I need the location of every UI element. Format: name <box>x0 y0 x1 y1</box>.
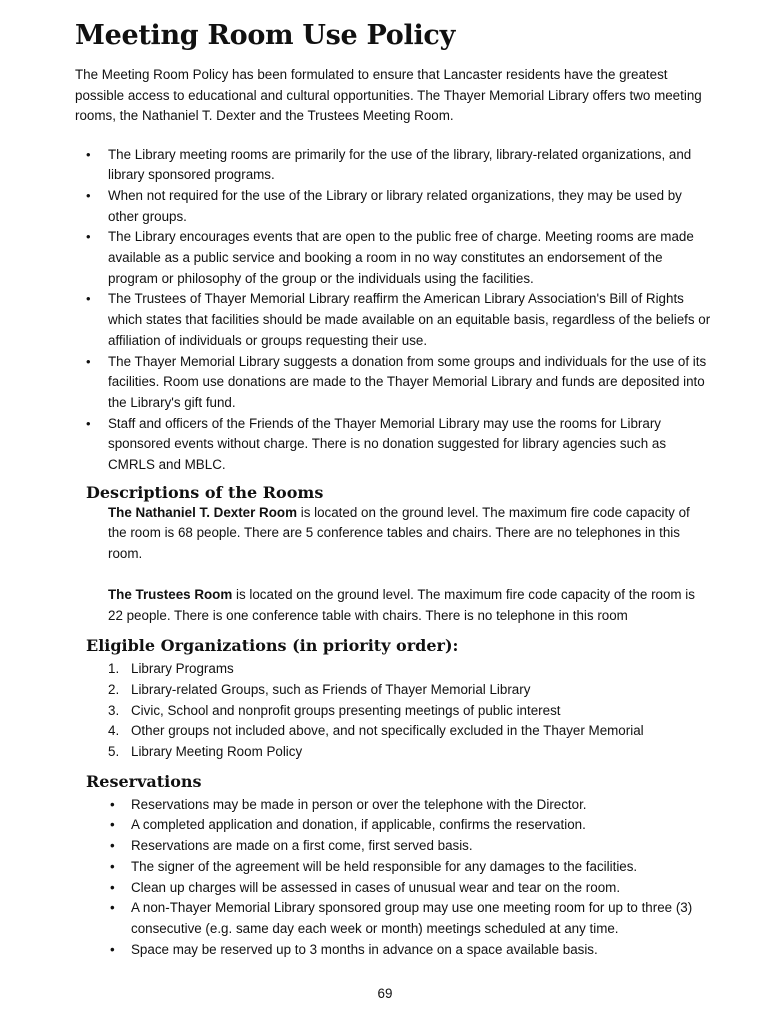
item-text: Other groups not included above, and not specifically excluded in the Thayer Memorial <box>131 723 644 739</box>
reservation-item: • A non-Thayer Memorial Library sponsored group may use one meeting room for up to three (3) consecutive (e.g. same day each week or month) meetings scheduled at any time. <box>75 898 712 939</box>
policy-item: • Staff and officers of the Friends of the Thayer Memorial Library may use the rooms for Library sponsored events without charge. There is no donation suggested for library agencies such as CMRLS and MBLC. <box>75 414 712 476</box>
policy-item: • When not required for the use of the Library or library related organizations, they may be used by other groups. <box>75 186 712 227</box>
item-number: 2. <box>108 681 120 697</box>
policy-item: • The Library meeting rooms are primarily for the use of the library, library-related organizations, and library sponsored programs. <box>75 145 712 186</box>
eligible-item <box>75 721 712 742</box>
item-number: 3. <box>108 702 120 718</box>
eligible-item <box>75 680 712 701</box>
reservations-list <box>75 795 712 961</box>
item-number: 5. <box>108 744 120 760</box>
reservation-item: • The signer of the agreement will be held responsible for any damages to the facilities. <box>75 857 712 878</box>
room-text-dexter: is located on the ground level. The maximum fire code capacity of the room is 68 people. There are 5 conference tables and chairs. There are no telephones in this room. <box>108 504 690 562</box>
reservation-item: • Clean up charges will be assessed in cases of unusual wear and tear on the room. <box>75 878 712 899</box>
reservation-item: • Reservations are made on a first come, first served basis. <box>75 836 712 857</box>
section-heading-descriptions: Descriptions of the Rooms <box>86 482 324 502</box>
room-text-trustees: is located on the ground level. The maximum fire code capacity of the room is 22 people. There is one conference table with chairs. There is no telephone in this room <box>108 586 695 623</box>
reservation-item: • Space may be reserved up to 3 months in advance on a space available basis. <box>75 940 712 961</box>
policy-item: • The Thayer Memorial Library suggests a donation from some groups and individuals for the use of its facilities. Room use donations are made to the Thayer Memorial Library and funds are deposited into the Library's gift fund. <box>75 352 712 414</box>
policy-item: • The Trustees of Thayer Memorial Library reaffirm the American Library Association's Bill of Rights which states that facilities should be made available on an equitable basis, regardless of the beliefs or affiliation of individuals or groups requesting their use. <box>75 289 712 351</box>
item-text: Library Meeting Room Policy <box>131 744 303 760</box>
reservation-item: • Reservations may be made in person or over the telephone with the Director. <box>75 795 712 816</box>
item-text: Library Programs <box>131 661 234 677</box>
room-name-dexter: The Nathaniel T. Dexter Room <box>108 504 297 520</box>
item-text: Civic, School and nonprofit groups presenting meetings of public interest <box>131 702 561 718</box>
room-description-trustees <box>75 585 712 626</box>
eligible-item <box>75 659 712 680</box>
page-number: 69 <box>377 986 393 1001</box>
page-title: Meeting Room Use Policy <box>75 20 455 51</box>
item-text: Library-related Groups, such as Friends of Thayer Memorial Library <box>131 681 531 697</box>
intro-paragraph: The Meeting Room Policy has been formulated to ensure that Lancaster residents have the greatest possible access to educational and cultural opportunities. The Thayer Memorial Library offers two meeting rooms, the Nathaniel T. Dexter and the Trustees Meeting Room. <box>75 67 702 123</box>
section-heading-eligible: Eligible Organizations (in priority order): <box>86 636 459 656</box>
item-number: 4. <box>108 723 120 739</box>
policy-item: • The Library encourages events that are open to the public free of charge. Meeting rooms are made available as a public service and booking a room in no way constitutes an endorsement of the program or philosophy of the group or the individuals using the facilities. <box>75 227 712 289</box>
item-number: 1. <box>108 661 120 677</box>
policy-list <box>75 145 712 476</box>
eligible-item <box>75 742 712 763</box>
eligible-item <box>75 701 712 722</box>
reservation-item: • A completed application and donation, if applicable, confirms the reservation. <box>75 815 712 836</box>
room-name-trustees: The Trustees Room <box>108 586 233 602</box>
eligible-list <box>75 659 712 763</box>
room-description-dexter <box>75 503 712 565</box>
section-heading-reservations: Reservations <box>86 771 202 791</box>
